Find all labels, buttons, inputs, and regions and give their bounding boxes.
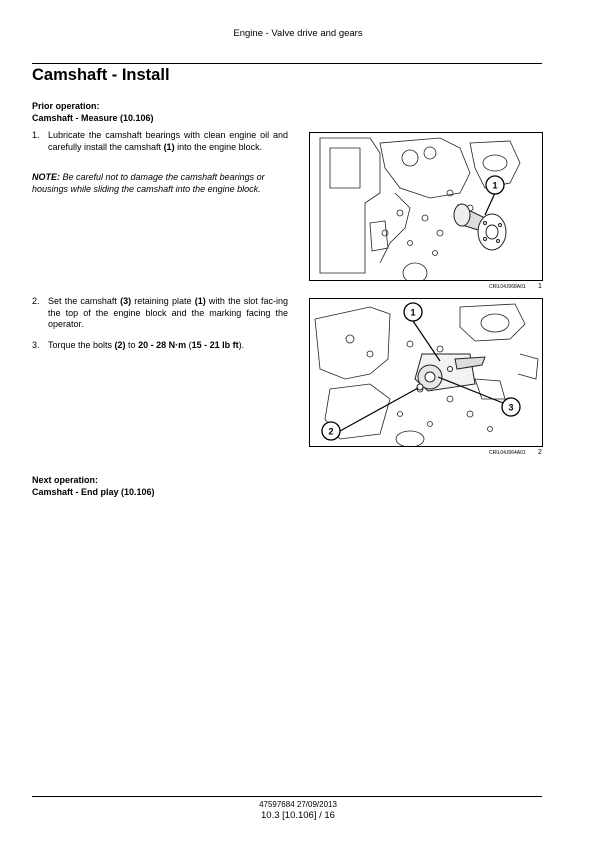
callout-1: 1 bbox=[492, 180, 498, 191]
prior-operation-link[interactable]: Camshaft - Measure (10.106) bbox=[32, 113, 154, 123]
header-rule bbox=[32, 63, 542, 64]
prior-operation bbox=[32, 100, 154, 124]
callout-2: 2 bbox=[328, 426, 334, 437]
footer-doc-id: 47597684 27/09/2013 bbox=[259, 800, 337, 809]
step-3 bbox=[32, 340, 288, 352]
next-operation bbox=[32, 474, 155, 498]
note-label: NOTE: bbox=[32, 172, 60, 182]
next-operation-label: Next operation: bbox=[32, 475, 99, 485]
step-text: Lubricate the camshaft bearings with clean engine oil and carefully install the camshaft (1) into the engine block. bbox=[48, 130, 288, 152]
footer-rule bbox=[32, 796, 542, 797]
step-1 bbox=[32, 130, 288, 153]
step-text: Set the camshaft (3) retaining plate (1) with the slot fac-ing the top of the engine block and the marking facing the operator. bbox=[48, 296, 288, 329]
callout-3: 3 bbox=[508, 402, 514, 413]
step-text: Torque the bolts (2) to 20 - 28 N·m (15 - 21 lb ft). bbox=[48, 340, 245, 350]
retaining-plate-illustration bbox=[310, 299, 542, 446]
note-text: Be careful not to damage the camshaft bearings or housings while sliding the camshaft into the engine block. bbox=[32, 172, 265, 194]
step-number: 2. bbox=[32, 296, 40, 306]
next-operation-link[interactable]: Camshaft - End play (10.106) bbox=[32, 487, 155, 497]
step-number: 1. bbox=[32, 130, 40, 140]
figure-1-image bbox=[309, 132, 543, 281]
footer-page-number: 10.3 [10.106] / 16 bbox=[261, 810, 335, 821]
camshaft-insertion-illustration bbox=[310, 133, 542, 280]
running-header: Engine - Valve drive and gears bbox=[233, 28, 363, 39]
figure-1-number: 1 bbox=[538, 283, 542, 290]
step-2 bbox=[32, 296, 288, 331]
figure-2-number: 2 bbox=[538, 449, 542, 456]
page-title: Camshaft - Install bbox=[32, 66, 170, 84]
note bbox=[32, 172, 290, 195]
figure-2-image bbox=[309, 298, 543, 447]
figure-1-code: CRIL04J068A01 bbox=[489, 284, 526, 290]
callout-1: 1 bbox=[410, 307, 416, 318]
step-number: 3. bbox=[32, 340, 40, 350]
prior-operation-label: Prior operation: bbox=[32, 101, 100, 111]
figure-2-code: CRIL04J064A01 bbox=[489, 450, 526, 456]
